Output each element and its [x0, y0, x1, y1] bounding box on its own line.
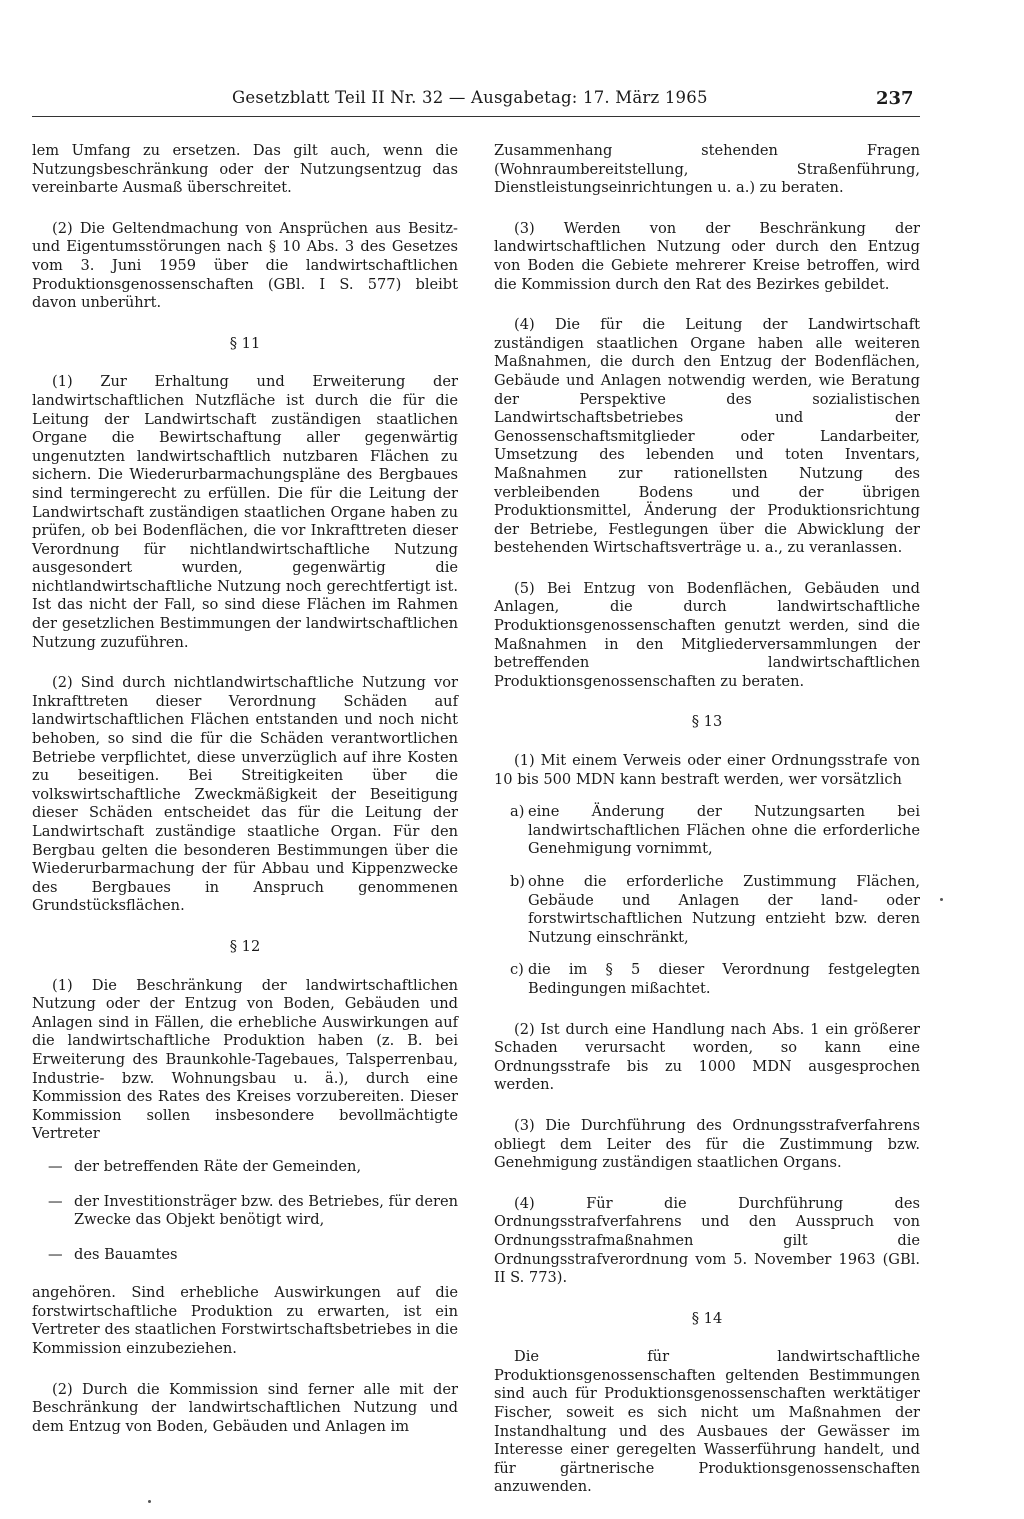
list-item-text: ohne die erforderliche Zustimmung Flächen, Gebäude und Anlagen der land- oder forstwirtschaftlichen Nutzung entzieht bzw. deren Nutzung einschränkt,: [528, 873, 920, 946]
paragraph-14: Die für landwirtschaftliche Produktionsgenossenschaften geltenden Bestimmungen sind auch für Produktionsgenossenschaften werktätiger Fischer, soweit es sich nicht um Maßnahmen der Instandhaltung und des Ausbaues der Gewässer im Interesse einer geregelten Wasserführung handelt, und für gärtnerische Produktionsgenossenschaften anzuwenden.: [494, 1348, 920, 1496]
paragraph-12-5: (5) Bei Entzug von Bodenflächen, Gebäuden und Anlagen, die durch landwirtschaftliche Produktionsgenossenschaften genutzt werden, sind die Maßnahmen in den Mitgliederversammlungen der betreffenden landwirtschaftlichen Produktionsgenossenschaften zu beraten.: [494, 579, 920, 690]
paragraph-continued: Zusammenhang stehenden Fragen (Wohnraumbereitstellung, Straßenführung, Dienstleistungseinrichtungen u. a.) zu beraten.: [494, 142, 920, 197]
paragraph-12-1-end: angehören. Sind erhebliche Auswirkungen auf die forstwirtschaftliche Produktion zu erwarten, ist ein Vertreter des staatlichen Forstwirtschaftsbetriebes in die Kommission einzubeziehen.: [32, 1284, 458, 1358]
header-rule: [32, 116, 920, 117]
list-item: [494, 803, 920, 859]
paragraph-11-1: (1) Zur Erhaltung und Erweiterung der landwirtschaftlichen Nutzfläche ist durch die für die Leitung der Landwirtschaft zuständigen staatlichen Organe die Bewirtschaftung aller gegenwärtig ungenutzten landwirtschaftlich nutzbaren Flächen zu sichern. Die Wiederurbarmachungspläne des Bergbaues sind termingerecht zu erfüllen. Die für die Leitung der Landwirtschaft zuständigen staatlichen Organe haben zu prüfen, ob bei Bodenflächen, die vor Inkrafttreten dieser Verordnung für nichtlandwirtschaftliche Nutzung ausgesondert wurden, gegenwärtig die nichtlandwirtschaftliche Nutzung noch gerechtfertigt ist. Ist das nicht der Fall, so sind diese Flächen im Rahmen der gesetzlichen Bestimmungen der landwirtschaftlichen Nutzung zuzuführen.: [32, 373, 458, 651]
list-item-text: eine Änderung der Nutzungsarten bei landwirtschaftlichen Flächen ohne die erforderliche Genehmigung vornimmt,: [528, 803, 920, 858]
section-heading-14: § 14: [691, 1309, 723, 1327]
paragraph-13-3: (3) Die Durchführung des Ordnungsstrafverfahrens obliegt dem Leiter des für die Zustimmung bzw. Genehmigung zuständigen staatlichen Organs.: [494, 1116, 920, 1172]
section-heading-11: § 11: [229, 334, 261, 352]
list-item-text: die im § 5 dieser Verordnung festgelegten Bedingungen mißachtet.: [528, 961, 920, 997]
item-label-c: c): [510, 961, 524, 979]
section-heading-12: § 12: [229, 937, 261, 955]
scan-speck: [148, 1500, 151, 1503]
left-column: [32, 142, 458, 1458]
paragraph-12-3: (3) Werden von der Beschränkung der landwirtschaftlichen Nutzung oder durch den Entzug von Boden die Gebiete mehrerer Kreise betroffen, wird die Kommission durch den Rat des Bezirkes gebildet.: [494, 219, 920, 293]
list-item-text: des Bauamtes: [74, 1245, 178, 1263]
paragraph-13-2: (2) Ist durch eine Handlung nach Abs. 1 ein größerer Schaden verursacht worden, so kann eine Ordnungsstrafe bis zu 1000 MDN ausgesprochen werden.: [494, 1020, 920, 1094]
section-heading-13: § 13: [691, 713, 723, 731]
item-label-b: b): [510, 873, 526, 890]
list-item-text: der Investitionsträger bzw. des Betriebes, für deren Zwecke das Objekt benötigt wird,: [74, 1192, 458, 1229]
list-item: [494, 961, 920, 998]
paragraph-12-1: (1) Die Beschränkung der landwirtschaftlichen Nutzung oder der Entzug von Boden, Gebäuden und Anlagen sind in Fällen, die erhebliche Auswirkungen auf die landwirtschaftliche Produktion haben (z. B. bei Erweiterung des Braunkohle-Tagebaues, Talsperrenbau, Industrie- bzw. Wohnungsbau u. ä.), durch eine Kommission des Rates des Kreises vorzubereiten. Dieser Kommission sollen insbesondere bevollmächtigte Vertreter: [32, 976, 458, 1143]
paragraph-13-4: (4) Für die Durchführung des Ordnungsstrafverfahrens und den Ausspruch von Ordnungsstrafmaßnahmen gilt die Ordnungsstrafverordnung vom 5. November 1963 (GBl. II S. 773).: [494, 1194, 920, 1287]
list-item: [32, 1158, 458, 1177]
paragraph-10-2: (2) Die Geltendmachung von Ansprüchen aus Besitz- und Eigentumsstörungen nach § 10 Abs. 3 des Gesetzes vom 3. Juni 1959 über die landwirtschaftlichen Produktionsgenossenschaften (GBl. I S. 577) bleibt davon unberührt.: [32, 219, 458, 312]
paragraph-13-1: (1) Mit einem Verweis oder einer Ordnungsstrafe von 10 bis 500 MDN kann bestraft werden, wer vorsätzlich: [494, 752, 920, 788]
right-column: [494, 142, 920, 1519]
list-item: [32, 1193, 458, 1230]
paragraph-12-4: (4) Die für die Leitung der Landwirtschaft zuständigen staatlichen Organe haben alle weiteren Maßnahmen, die durch den Entzug der Bodenflächen, Gebäude und Anlagen notwendig werden, wie Beratung der Perspektive des sozialistischen Landwirtschaftsbetriebes und der Genossenschaftsmitglieder oder Landarbeiter, Umsetzung des lebenden und toten Inventars, Maßnahmen zur rationellsten Nutzung des verbleibenden Bodens und der übrigen Produktionsmittel, Änderung der Produktionsrichtung der Betriebe, Festlegungen über die Abwicklung der bestehenden Wirtschaftsverträge u. a., zu veranlassen.: [494, 316, 920, 557]
paragraph-11-2: (2) Sind durch nichtlandwirtschaftliche Nutzung vor Inkrafttreten dieser Verordnung Schäden auf landwirtschaftlichen Flächen entstanden und noch nicht behoben, so sind die für die Schäden verantwortlichen Betriebe verpflichtet, diese unverzüglich auf ihre Kosten zu beseitigen. Bei Streitigkeiten über die volkswirtschaftliche Zweckmäßigkeit der Beseitigung dieser Schäden entscheidet das für die Leitung der Landwirtschaft zuständige staatliche Organ. Für den Bergbau gelten die besonderen Bestimmungen über die Wiederurbarmachung der für Abbau und Kippenzwecke des Bergbaues in Anspruch genommenen Grundstücksflächen.: [32, 674, 458, 915]
item-label-a: a): [510, 803, 525, 821]
dash-marker: —: [48, 1192, 63, 1210]
paragraph-12-2: (2) Durch die Kommission sind ferner alle mit der Beschränkung der landwirtschaftlichen Nutzung und dem Entzug von Boden, Gebäuden und Anlagen im: [32, 1380, 458, 1435]
list-item-text: der betreffenden Räte der Gemeinden,: [74, 1157, 362, 1175]
scan-speck: [940, 898, 943, 901]
dash-marker: —: [48, 1157, 63, 1175]
dash-marker: —: [48, 1245, 63, 1263]
page-number: 237: [876, 88, 914, 109]
gazette-title: Gesetzblatt Teil II Nr. 32 — Ausgabetag: 17. März 1965: [232, 88, 708, 107]
list-item: [32, 1246, 458, 1265]
list-item: [494, 873, 920, 947]
page-header: [0, 86, 1024, 116]
paragraph-continued: lem Umfang zu ersetzen. Das gilt auch, wenn die Nutzungsbeschränkung oder der Nutzungsentzug das vereinbarte Ausmaß überschreitet.: [32, 142, 458, 197]
